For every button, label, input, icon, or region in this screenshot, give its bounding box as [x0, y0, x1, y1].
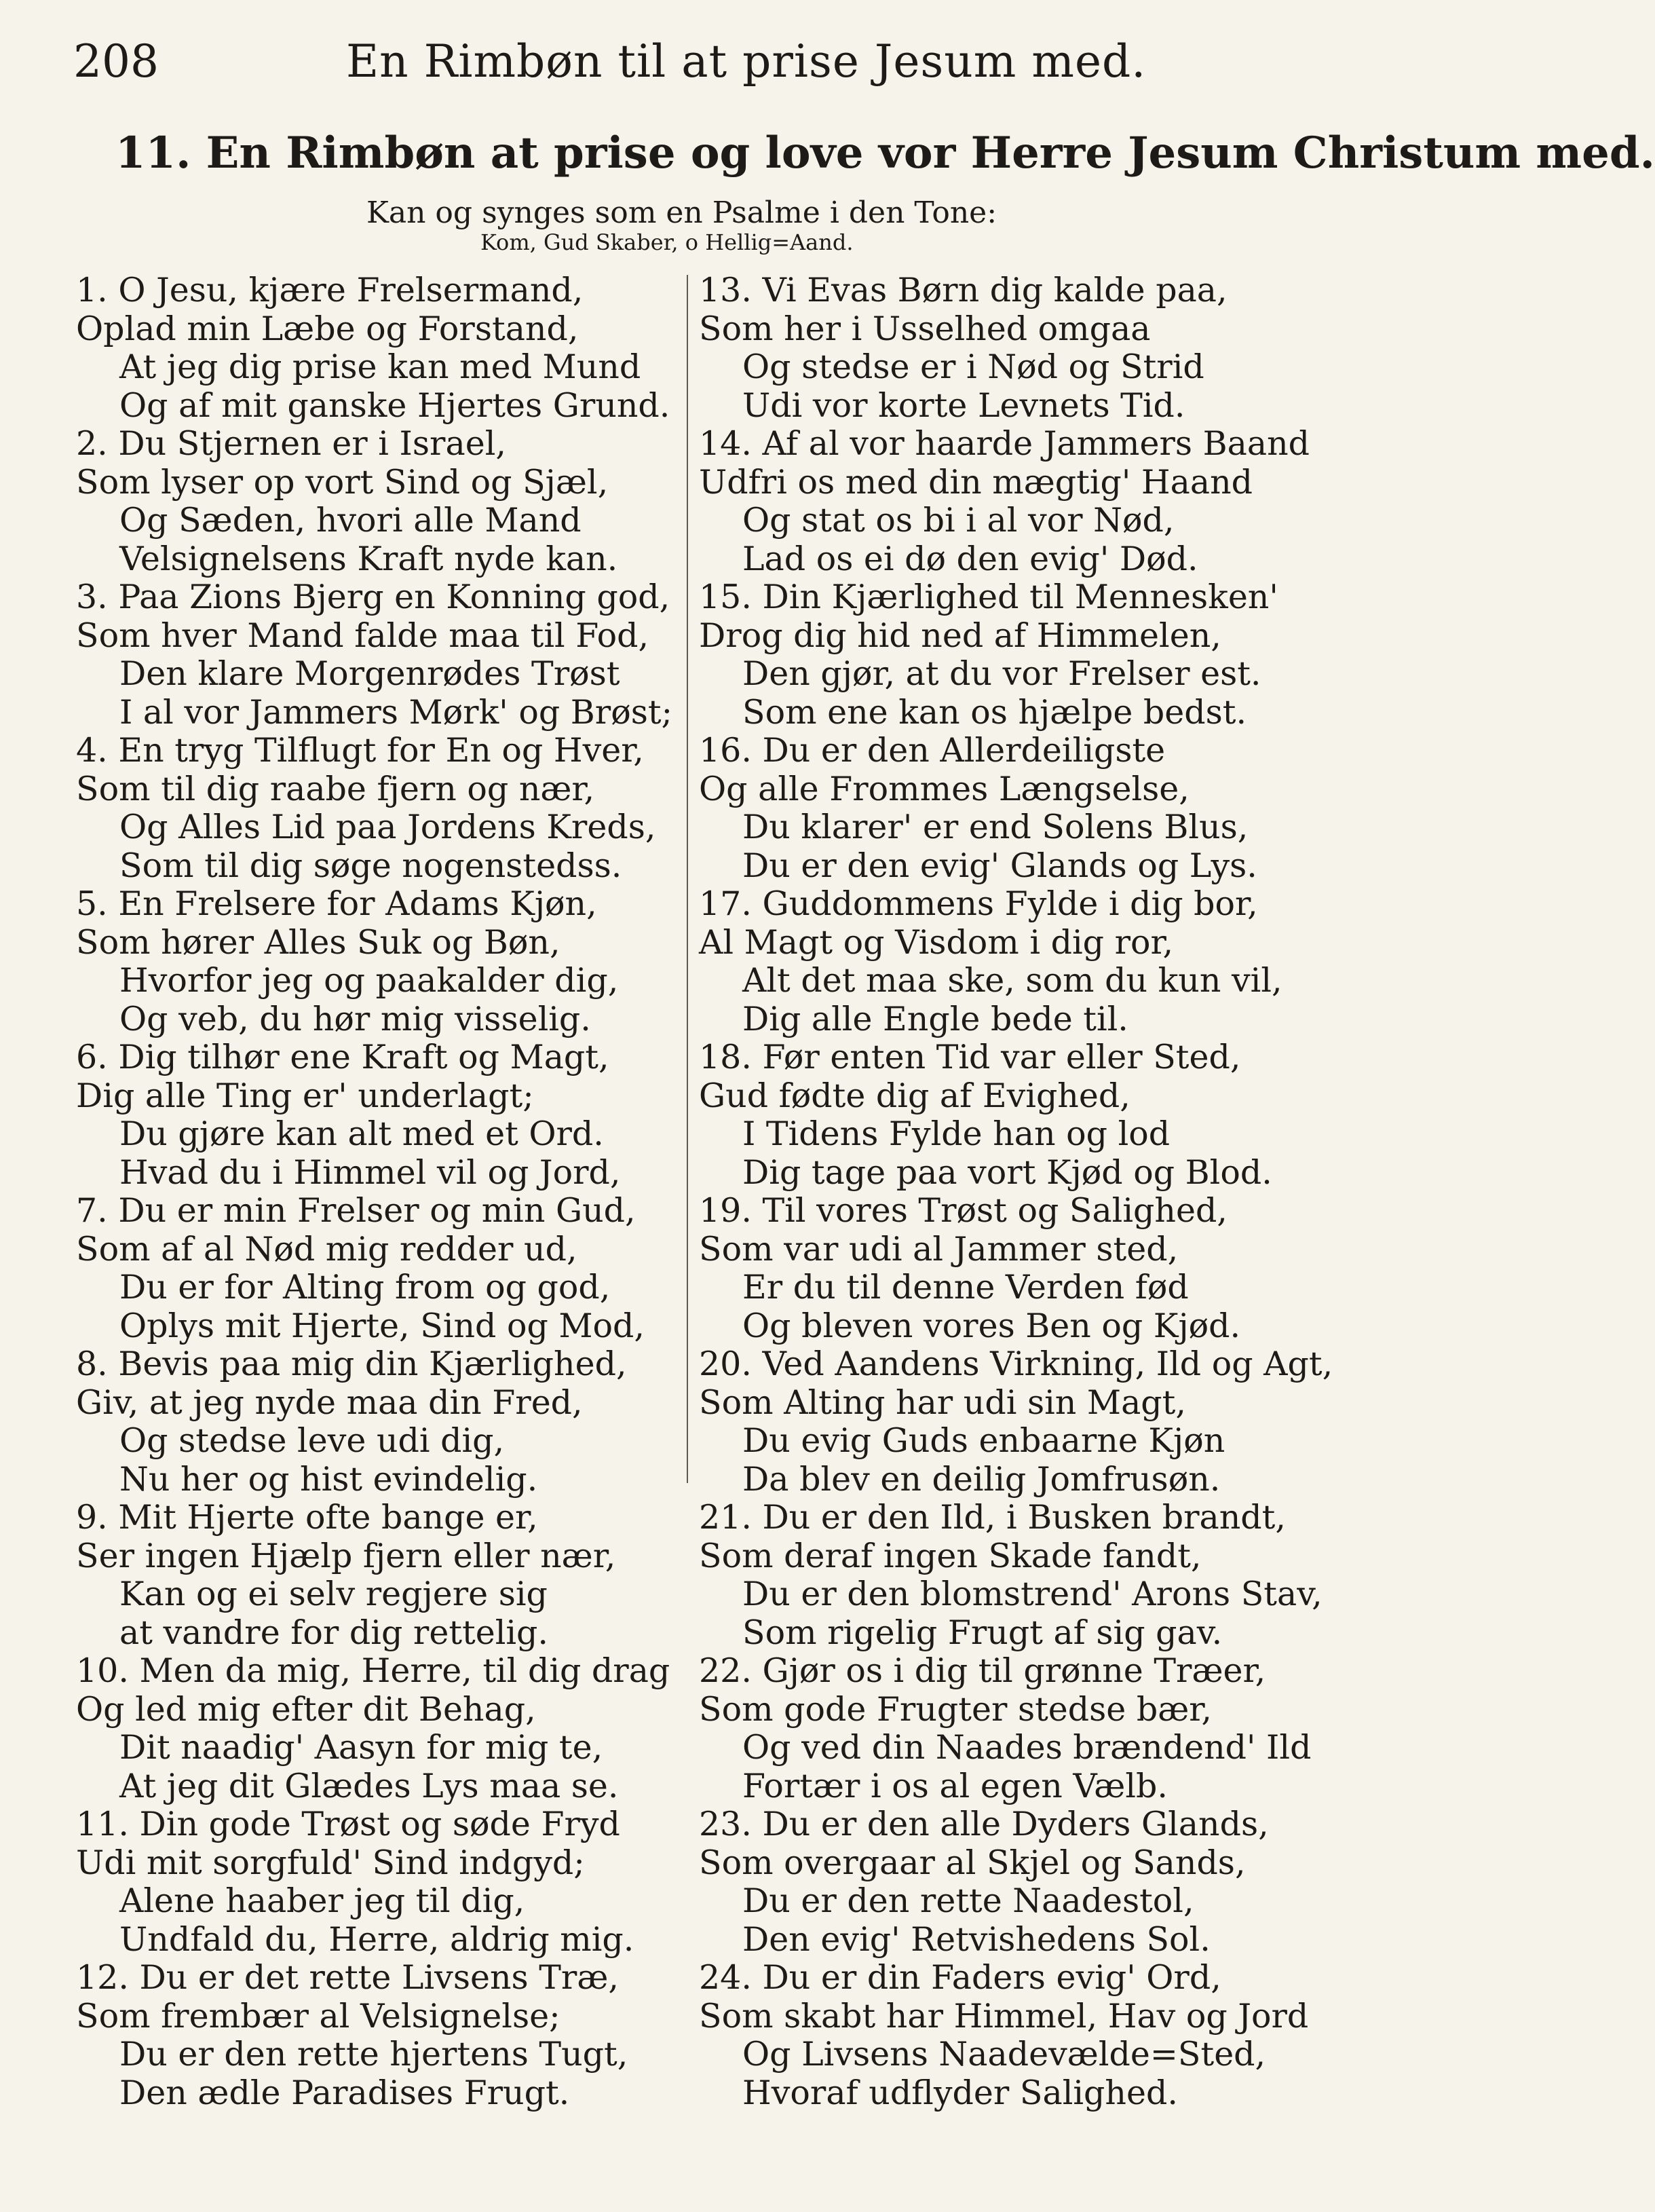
verse-line: Du er den blomstrend' Arons Stav,: [742, 1575, 1323, 1613]
verse-line: I al vor Jammers Mørk' og Brøst;: [119, 692, 673, 732]
verse-line: Som var udi al Jammer sted,: [699, 1229, 1179, 1269]
verse-line: Som deraf ingen Skade fandt,: [699, 1536, 1202, 1575]
verse-line: Da blev en deilig Jomfrusøn.: [742, 1459, 1221, 1499]
verse-line: Som til dig raabe fjern og nær,: [76, 769, 595, 808]
verse-line: Al Magt og Visdom i dig ror,: [699, 922, 1174, 962]
verse-line: Ser ingen Hjælp fjern eller nær,: [76, 1536, 616, 1575]
verse-line: 6. Dig tilhør ene Kraft og Magt,: [76, 1038, 609, 1076]
verse-line: Kan og ei selv regjere sig: [119, 1575, 548, 1613]
verse-line: 2. Du Stjernen er i Israel,: [76, 424, 506, 463]
verse-line: 9. Mit Hjerte ofte bange er,: [76, 1498, 538, 1537]
verse-line: Du er for Alting from og god,: [119, 1268, 611, 1307]
verse-line: Som rigelig Frugt af sig gav.: [742, 1613, 1223, 1652]
verse-line: Udfri os med din mægtig' Haand: [699, 462, 1253, 502]
verse-line: Dit naadig' Aasyn for mig te,: [119, 1728, 603, 1767]
tone-reference: Kom, Gud Skaber, o Hellig=Aand.: [480, 229, 854, 255]
verse-line: Og led mig efter dit Behag,: [76, 1689, 536, 1729]
verse-line: Som overgaar al Skjel og Sands,: [699, 1843, 1246, 1882]
verse-line: 1. O Jesu, kjære Frelsermand,: [76, 271, 584, 310]
verse-line: 14. Af al vor haarde Jammers Baand: [699, 424, 1310, 463]
verse-line: Gud fødte dig af Evighed,: [699, 1076, 1130, 1115]
verse-line: Som hver Mand falde maa til Fod,: [76, 616, 649, 655]
verse-line: at vandre for dig rettelig.: [119, 1613, 548, 1652]
verse-line: Dig alle Engle bede til.: [742, 999, 1128, 1038]
verse-line: Som ene kan os hjælpe bedst.: [742, 692, 1247, 732]
right-column: [699, 271, 1333, 2112]
verse-line: Som frembær al Velsignelse;: [76, 1996, 560, 2036]
running-head: En Rimbøn til at prise Jesum med.: [346, 35, 1147, 88]
verse-line: Alene haaber jeg til dig,: [119, 1881, 525, 1920]
verse-line: Er du til denne Verden fød: [742, 1268, 1189, 1307]
verse-line: 11. Din gode Trøst og søde Fryd: [76, 1805, 620, 1843]
verse-line: Fortær i os al egen Vælb.: [742, 1766, 1168, 1805]
column-divider: [687, 275, 688, 1483]
verse-line: 16. Du er den Allerdeiligste: [699, 731, 1166, 770]
verse-line: Som skabt har Himmel, Hav og Jord: [699, 1996, 1309, 2036]
verse-line: Som her i Usselhed omgaa: [699, 309, 1151, 348]
verse-line: Og Sæden, hvori alle Mand: [119, 501, 582, 540]
verse-line: Som hører Alles Suk og Bøn,: [76, 922, 560, 962]
verse-line: Drog dig hid ned af Himmelen,: [699, 616, 1221, 655]
verse-line: Den evig' Retvishedens Sol.: [742, 1919, 1211, 1959]
verse-line: Og stedse leve udi dig,: [119, 1421, 505, 1460]
verse-line: Du er den rette hjertens Tugt,: [119, 2035, 628, 2074]
verse-line: Som gode Frugter stedse bær,: [699, 1689, 1212, 1729]
verse-line: Alt det maa ske, som du kun vil,: [742, 961, 1282, 1000]
verse-line: 8. Bevis paa mig din Kjærlighed,: [76, 1345, 627, 1383]
verse-line: At jeg dig prise kan med Mund: [119, 348, 641, 386]
verse-line: Nu her og hist evindelig.: [119, 1459, 538, 1499]
verse-line: Som Alting har udi sin Magt,: [699, 1383, 1186, 1422]
verse-line: 12. Du er det rette Livsens Træ,: [76, 1958, 619, 1997]
verse-line: 15. Din Kjærlighed til Mennesken': [699, 578, 1278, 616]
verse-line: Og ved din Naades brændend' Ild: [742, 1728, 1312, 1767]
verse-line: 7. Du er min Frelser og min Gud,: [76, 1191, 636, 1230]
verse-line: Og af mit ganske Hjertes Grund.: [119, 386, 670, 425]
verse-line: Som af al Nød mig redder ud,: [76, 1229, 577, 1269]
verse-line: 21. Du er den Ild, i Busken brandt,: [699, 1498, 1286, 1537]
verse-line: Som til dig søge nogenstedss.: [119, 846, 622, 885]
verse-line: Den ædle Paradises Frugt.: [119, 2073, 570, 2112]
verse-line: 18. Før enten Tid var eller Sted,: [699, 1038, 1241, 1076]
verse-line: Giv, at jeg nyde maa din Fred,: [76, 1383, 583, 1422]
verse-line: Og alle Frommes Længselse,: [699, 769, 1190, 808]
verse-line: Dig tage paa vort Kjød og Blod.: [742, 1152, 1272, 1192]
verse-line: At jeg dit Glædes Lys maa se.: [119, 1766, 619, 1805]
page-number: 208: [73, 35, 159, 88]
verse-line: Du klarer' er end Solens Blus,: [742, 808, 1249, 846]
verse-line: 17. Guddommens Fylde i dig bor,: [699, 884, 1258, 923]
verse-line: I Tidens Fylde han og lod: [742, 1114, 1171, 1153]
verse-line: Den klare Morgenrødes Trøst: [119, 654, 620, 693]
verse-line: Udi vor korte Levnets Tid.: [742, 386, 1185, 425]
left-column: [76, 271, 687, 2112]
tone-note: Kan og synges som en Psalme i den Tone:: [366, 195, 997, 230]
verse-line: Og Alles Lid paa Jordens Kreds,: [119, 808, 656, 846]
verse-line: 10. Men da mig, Herre, til dig drag: [76, 1651, 670, 1690]
verse-line: Dig alle Ting er' underlagt;: [76, 1076, 534, 1115]
verse-line: Du er den rette Naadestol,: [742, 1881, 1194, 1920]
verse-line: Hvad du i Himmel vil og Jord,: [119, 1152, 621, 1192]
verse-line: Lad os ei dø den evig' Død.: [742, 539, 1198, 578]
verse-line: Og stedse er i Nød og Strid: [742, 348, 1204, 386]
verse-line: Oplad min Læbe og Forstand,: [76, 309, 579, 348]
verse-line: Og bleven vores Ben og Kjød.: [742, 1306, 1241, 1345]
verse-line: Du gjøre kan alt med et Ord.: [119, 1114, 604, 1153]
verse-line: Velsignelsens Kraft nyde kan.: [119, 539, 618, 578]
verse-line: 19. Til vores Trøst og Salighed,: [699, 1191, 1228, 1230]
verse-line: 3. Paa Zions Bjerg en Konning god,: [76, 578, 670, 616]
verse-line: 23. Du er den alle Dyders Glands,: [699, 1805, 1269, 1843]
verse-line: Undfald du, Herre, aldrig mig.: [119, 1919, 634, 1959]
verse-line: Hvoraf udflyder Salighed.: [742, 2073, 1178, 2112]
verse-line: 22. Gjør os i dig til grønne Træer,: [699, 1651, 1266, 1690]
verse-line: Og stat os bi i al vor Nød,: [742, 501, 1175, 540]
verse-line: Udi mit sorgfuld' Sind indgyd;: [76, 1843, 585, 1882]
hymn-title: 11. En Rimbøn at prise og love vor Herre Jesum Christum med.: [115, 128, 1655, 179]
verse-line: Og Livsens Naadevælde=Sted,: [742, 2035, 1266, 2074]
verse-line: 5. En Frelsere for Adams Kjøn,: [76, 884, 597, 923]
verse-line: Du evig Guds enbaarne Kjøn: [742, 1421, 1225, 1460]
verse-line: 24. Du er din Faders evig' Ord,: [699, 1958, 1221, 1997]
verse-line: Oplys mit Hjerte, Sind og Mod,: [119, 1306, 645, 1345]
verse-line: 20. Ved Aandens Virkning, Ild og Agt,: [699, 1345, 1333, 1383]
verse-line: Hvorfor jeg og paakalder dig,: [119, 961, 619, 1000]
verse-line: Den gjør, at du vor Frelser est.: [742, 654, 1261, 693]
verse-line: Som lyser op vort Sind og Sjæl,: [76, 462, 609, 502]
verse-line: 13. Vi Evas Børn dig kalde paa,: [699, 271, 1228, 310]
verse-line: Og veb, du hør mig visselig.: [119, 999, 591, 1038]
verse-line: Du er den evig' Glands og Lys.: [742, 846, 1257, 885]
verse-line: 4. En tryg Tilflugt for En og Hver,: [76, 731, 644, 770]
